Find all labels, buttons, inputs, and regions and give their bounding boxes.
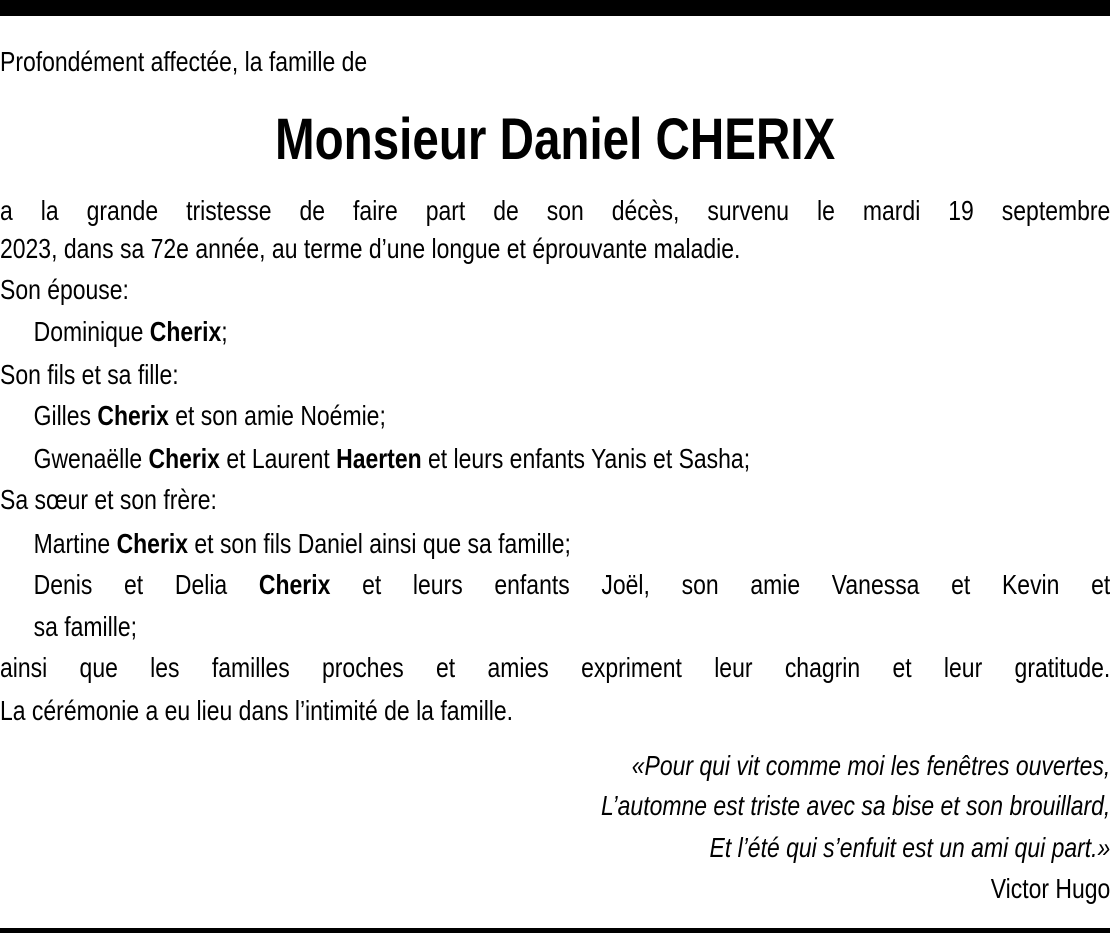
announcement-line: 2023, dans sa 72e année, au terme d’une longue et éprouvante maladie. bbox=[0, 233, 741, 264]
rest: et son amie Noémie; bbox=[168, 400, 386, 431]
rest: et leurs enfants Joël, son amie Vanessa et Kevin et bbox=[330, 569, 1110, 600]
closing-line: La cérémonie a eu lieu dans l’intimité de la famille. bbox=[0, 695, 514, 726]
surname: Cherix bbox=[116, 528, 189, 559]
quote-line: L’automne est triste avec sa bise et son brouillard, bbox=[601, 790, 1110, 821]
siblings-label: Sa sœur et son frère: bbox=[0, 484, 217, 515]
rest: et Laurent bbox=[219, 443, 337, 474]
first-name: Martine bbox=[33, 528, 117, 559]
child-entry bbox=[34, 439, 1110, 479]
sibling-entry bbox=[34, 524, 1110, 564]
first-name: Gilles bbox=[33, 400, 98, 431]
spouse-entry bbox=[34, 312, 1110, 352]
sibling-entry bbox=[34, 565, 1110, 605]
quote-line: «Pour qui vit comme moi les fenêtres ouvertes, bbox=[631, 750, 1110, 781]
closing-line: ainsi que les familles proches et amies expriment leur chagrin et leur gratitude. bbox=[0, 652, 1110, 683]
child-entry bbox=[34, 396, 1110, 436]
first-name: Dominique bbox=[33, 316, 150, 347]
announcement-line: a la grande tristesse de faire part de son décès, survenu le mardi 19 septembre bbox=[0, 195, 1110, 226]
quote-author: Victor Hugo bbox=[990, 873, 1110, 904]
rest: ; bbox=[221, 316, 228, 347]
surname: Cherix bbox=[148, 443, 220, 474]
intro-line: Profondément affectée, la famille de bbox=[0, 46, 368, 77]
surname: Cherix bbox=[258, 569, 331, 600]
first-name: Gwenaëlle bbox=[33, 443, 149, 474]
bottom-rule bbox=[0, 928, 1110, 933]
quote-line: Et l’été qui s’enfuit est un ami qui part.» bbox=[709, 832, 1110, 863]
surname: Cherix bbox=[149, 316, 222, 347]
spouse-label: Son épouse: bbox=[0, 274, 129, 305]
surname: Cherix bbox=[97, 400, 169, 431]
surname: Haerten bbox=[336, 443, 422, 474]
children-label: Son fils et sa fille: bbox=[0, 359, 179, 390]
rest: et leurs enfants Yanis et Sasha; bbox=[421, 443, 751, 474]
rest: et son fils Daniel ainsi que sa famille; bbox=[188, 528, 571, 559]
sibling-entry-continued: sa famille; bbox=[33, 611, 137, 642]
deceased-name: Monsieur Daniel CHERIX bbox=[275, 107, 836, 172]
first-name: Denis et Delia bbox=[33, 569, 259, 600]
